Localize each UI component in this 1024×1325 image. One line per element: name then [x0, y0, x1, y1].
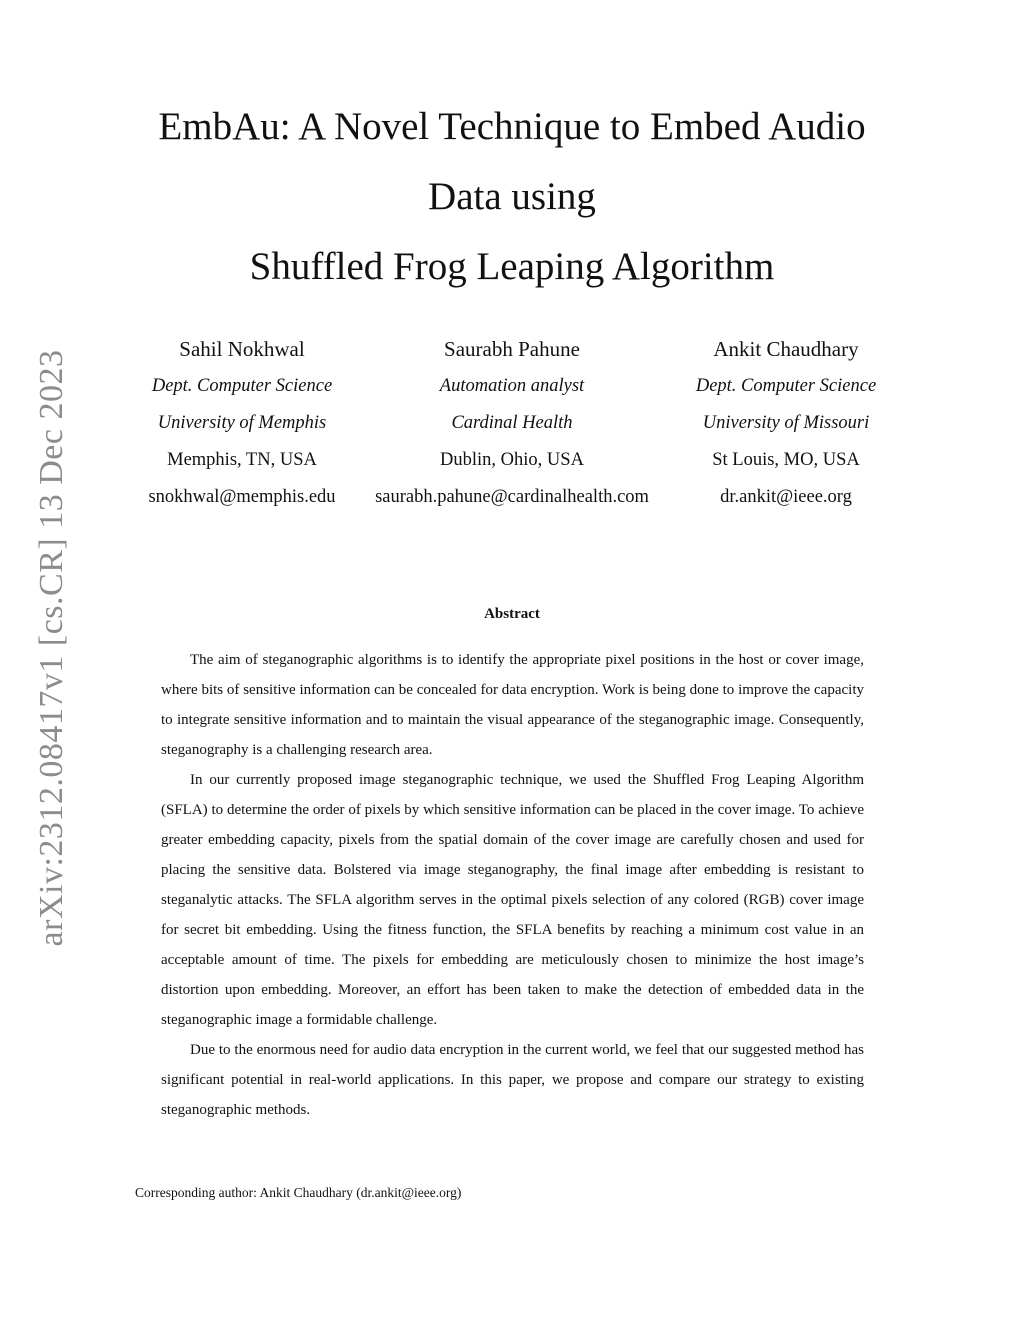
author-name: Sahil Nokhwal [179, 337, 305, 361]
author-department: Automation analyst [439, 376, 585, 396]
author-location: Dublin, Ohio, USA [440, 450, 584, 470]
author-organization: Cardinal Health [451, 413, 573, 433]
author-location: Memphis, TN, USA [167, 450, 317, 470]
abstract-heading: Abstract [484, 606, 540, 622]
abstract-paragraph-2: In our currently proposed image steganographic technique, we used the Shuffled Frog Leaping Algorithm (SFLA) to determine the order of pixels by which sensitive information can be placed in the cover image. To achieve greater embedding capacity, pixels from the spatial domain of the cover image are carefully chosen and used for placing the sensitive data. Bolstered via image steganography, the final image after embedding is resistant to steganalytic attacks. The SFLA algorithm serves in the optimal pixels selection of any colored (RGB) cover image for secret bit embedding. Using the fitness function, the SFLA benefits by reaching a minimum cost value in an acceptable amount of time. The pixels for embedding are meticulously chosen to minimize the host image’s distortion upon embedding. Moreover, an effort has been taken to make the detection of embedded data in the steganographic image a formidable challenge. [161, 772, 864, 1028]
author-block-chaudhary [670, 334, 902, 511]
author-organization: University of Missouri [702, 413, 870, 433]
author-block-pahune [362, 334, 662, 511]
paper-title-line-3: Shuffled Frog Leaping Algorithm [249, 245, 775, 288]
author-email: dr.ankit@ieee.org [720, 487, 852, 507]
author-name: Ankit Chaudhary [713, 337, 859, 361]
author-department: Dept. Computer Science [695, 376, 877, 396]
abstract-paragraph-3: Due to the enormous need for audio data encryption in the current world, we feel that our suggested method has significant potential in real-world applications. In this paper, we propose and compare our strategy to existing steganographic methods. [161, 1042, 864, 1118]
abstract-paragraph-1: The aim of steganographic algorithms is to identify the appropriate pixel positions in the host or cover image, where bits of sensitive information can be concealed for data encryption. Work is being done to improve the capacity to integrate sensitive information and to maintain the visual appearance of the steganographic image. Consequently, steganography is a challenging research area. [161, 652, 864, 758]
author-department: Dept. Computer Science [151, 376, 333, 396]
author-name: Saurabh Pahune [444, 337, 580, 361]
author-organization: University of Memphis [157, 413, 327, 433]
paper-title [0, 92, 1024, 302]
author-location: St Louis, MO, USA [712, 450, 860, 470]
abstract-body [161, 645, 864, 1125]
corresponding-author-footnote: Corresponding author: Ankit Chaudhary (dr.ankit@ieee.org) [135, 1185, 462, 1200]
author-block-nokhwal [132, 334, 352, 511]
arxiv-identifier-stamp: arXiv:2312.08417v1 [cs.CR] 13 Dec 2023 [33, 349, 70, 947]
paper-title-line-1: EmbAu: A Novel Technique to Embed Audio [158, 105, 866, 148]
author-email: saurabh.pahune@cardinalhealth.com [375, 487, 649, 507]
paper-title-line-2: Data using [428, 175, 596, 218]
author-email: snokhwal@memphis.edu [148, 487, 336, 507]
